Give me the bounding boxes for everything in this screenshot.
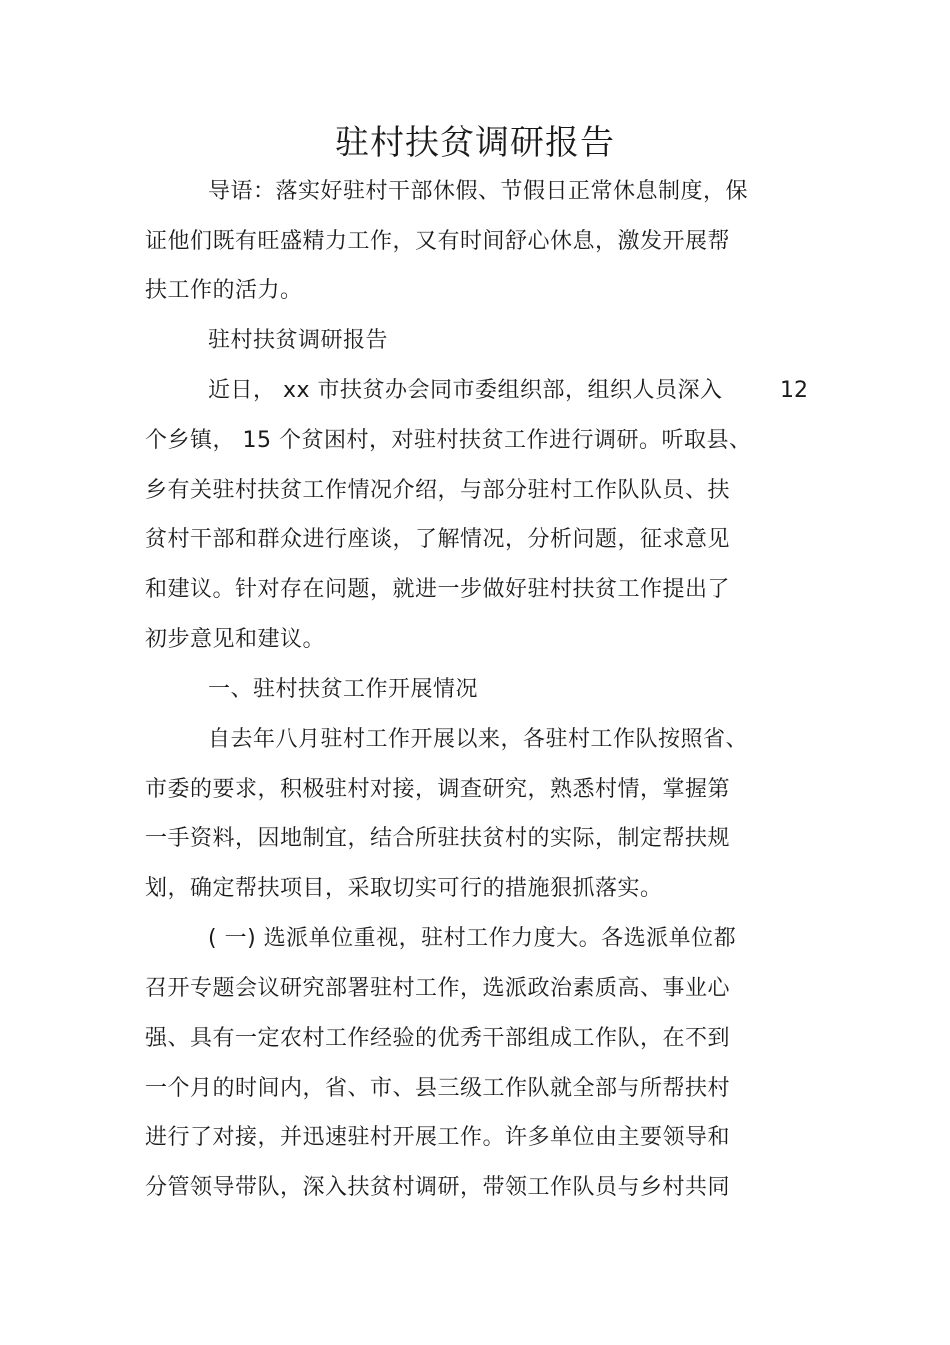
body-line: 一个月的时间内，省、市、县三级工作队就全部与所帮扶村 bbox=[145, 1076, 731, 1101]
body-line: 贫村干部和群众进行座谈，了解情况，分析问题，征求意见 bbox=[145, 527, 731, 552]
body-line: 初步意见和建议。 bbox=[145, 627, 326, 652]
body-number: 12 bbox=[780, 378, 808, 403]
body-line: 划，确定帮扶项目，采取切实可行的措施狠抓落实。 bbox=[145, 876, 663, 901]
intro-line-3: 扶工作的活力。 bbox=[145, 278, 303, 303]
body-line: 一手资料，因地制宜，结合所驻扶贫村的实际，制定帮扶规 bbox=[145, 826, 731, 851]
body-line: 强、具有一定农村工作经验的优秀干部组成工作队，在不到 bbox=[145, 1026, 731, 1051]
body-line: 近日， xx 市扶贫办会同市委组织部，组织人员深入 bbox=[208, 378, 723, 403]
section-heading: 一、驻村扶贫工作开展情况 bbox=[208, 677, 479, 702]
intro-line-1: 导语：落实好驻村干部休假、节假日正常休息制度，保 bbox=[208, 179, 749, 204]
document-title: 驻村扶贫调研报告 bbox=[335, 123, 615, 163]
body-line: 个乡镇， 15 个贫困村，对驻村扶贫工作进行调研。听取县、 bbox=[145, 428, 752, 453]
intro-line-2: 证他们既有旺盛精力工作，又有时间舒心休息，激发开展帮 bbox=[145, 229, 731, 254]
body-line: 进行了对接，并迅速驻村开展工作。许多单位由主要领导和 bbox=[145, 1125, 731, 1150]
body-line: 市委的要求，积极驻村对接，调查研究，熟悉村情，掌握第 bbox=[145, 777, 731, 802]
body-line: 和建议。针对存在问题，就进一步做好驻村扶贫工作提出了 bbox=[145, 577, 731, 602]
body-line: 乡有关驻村扶贫工作情况介绍，与部分驻村工作队队员、扶 bbox=[145, 478, 731, 503]
body-line: 分管领导带队，深入扶贫村调研，带领工作队员与乡村共同 bbox=[145, 1175, 731, 1200]
subheading: 驻村扶贫调研报告 bbox=[208, 328, 389, 353]
body-line: 自去年八月驻村工作开展以来，各驻村工作队按照省、 bbox=[208, 727, 749, 752]
body-line: ( 一) 选派单位重视，驻村工作力度大。各选派单位都 bbox=[208, 926, 737, 951]
body-line: 召开专题会议研究部署驻村工作，选派政治素质高、事业心 bbox=[145, 976, 731, 1001]
